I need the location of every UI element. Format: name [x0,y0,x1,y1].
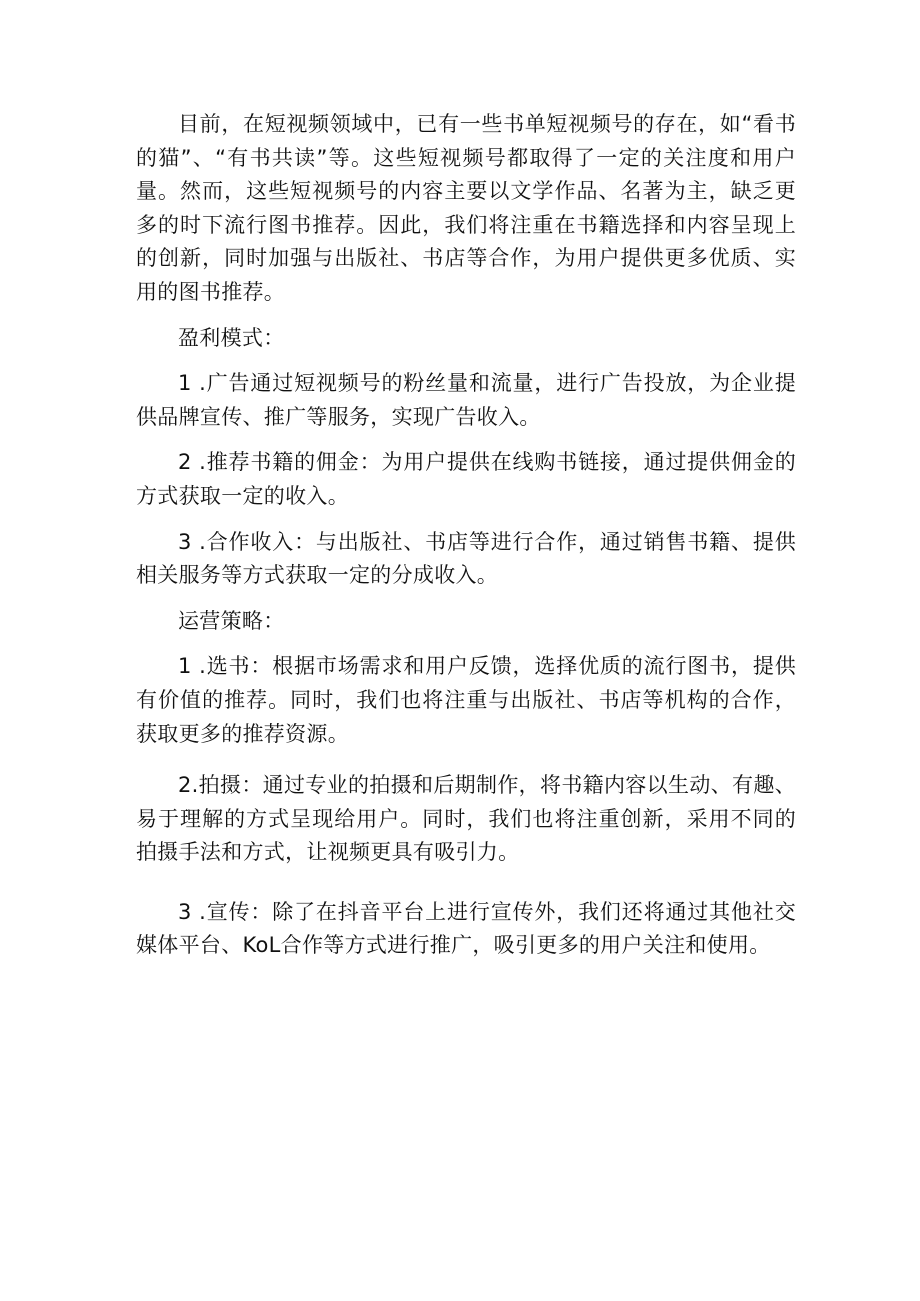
paragraph-ops-1: 1 .选书：根据市场需求和用户反馈，选择优质的流行图书，提供有价值的推荐。同时，我们也将注重与出版社、书店等机构的合作，获取更多的推荐资源。 [136,654,796,746]
paragraph-intro: 目前，在短视频领域中，已有一些书单短视频号的存在，如“看书的猫”、“有书共读”等。这些短视频号都取得了一定的关注度和用户量。然而，这些短视频号的内容主要以文学作品、名著为主，缺乏更多的时下流行图书推荐。因此，我们将注重在书籍选择和内容呈现上的创新，同时加强与出版社、书店等合作，为用户提供更多优质、实用的图书推荐。 [136,112,796,304]
document-body [136,108,796,963]
heading-operation-strategy: 运营策略： [178,608,285,633]
paragraph-profit-1: 1 .广告通过短视频号的粉丝量和流量，进行广告投放，为企业提供品牌宣传、推广等服务，实现广告收入。 [136,371,796,429]
paragraph-ops-3: 3 .宣传：除了在抖音平台上进行宣传外，我们还将通过其他社交媒体平台、KoL合作等方式进行推广，吸引更多的用户关注和使用。 [136,899,796,958]
paragraph-profit-2: 2 .推荐书籍的佣金：为用户提供在线购书链接，通过提供佣金的方式获取一定的收入。 [136,450,796,508]
paragraph-profit-3: 3 .合作收入：与出版社、书店等进行合作，通过销售书籍、提供相关服务等方式获取一定的分成收入。 [136,529,796,588]
heading-profit-model: 盈利模式： [178,325,285,350]
paragraph-ops-2: 2.拍摄：通过专业的拍摄和后期制作，将书籍内容以生动、有趣、易于理解的方式呈现给用户。同时，我们也将注重创新，采用不同的拍摄手法和方式，让视频更具有吸引力。 [136,773,796,865]
